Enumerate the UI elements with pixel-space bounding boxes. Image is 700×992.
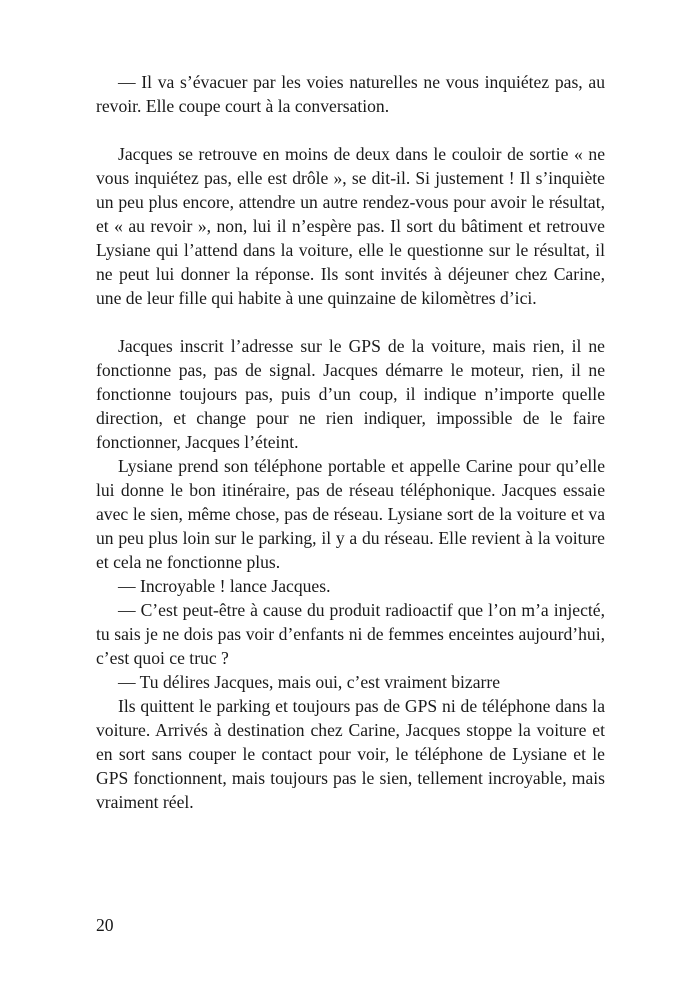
paragraph: Ils quittent le parking et toujours pas de GPS ni de téléphone dans la voiture. Arrivés à destination chez Carine, Jacques stoppe la voiture et en sort sans couper le contact pour voir, le téléphone de Lysiane et le GPS fonctionnent, mais toujours pas le sien, tellement incroyable, mais vraiment réel. (96, 696, 605, 812)
paragraph: Jacques se retrouve en moins de deux dans le couloir de sortie « ne vous inquiétez pas, elle est drôle », se dit-il. Si justement ! Il s’inquiète un peu plus encore, attendre un autre rendez-vous pour avoir le résultat, et « au revoir », non, lui il n’espère pas. Il sort du bâtiment et retrouve Lysiane qui l’attend dans la voiture, elle le questionne sur le résultat, il ne peut lui donner la réponse. Ils sont invités à déjeuner chez Carine, une de leur fille qui habite à une quinzaine de kilomètres d’ici. (96, 144, 605, 308)
page-number: 20 (96, 915, 114, 935)
paragraph: Lysiane prend son téléphone portable et appelle Carine pour qu’elle lui donne le bon itinéraire, pas de réseau téléphonique. Jacques essaie avec le sien, même chose, pas de réseau. Lysiane sort de la voiture et va un peu plus loin sur le parking, il y a du réseau. Elle revient à la voiture et cela ne fonctionne plus. (96, 456, 605, 572)
paragraph-block-3 (96, 334, 605, 814)
paragraph: — Il va s’évacuer par les voies naturelles ne vous inquiétez pas, au revoir. Elle coupe court à la conversation. (96, 72, 605, 116)
paragraph-block-2 (96, 142, 605, 310)
dialogue-line: — C’est peut-être à cause du produit radioactif que l’on m’a injecté, tu sais je ne dois pas voir d’enfants ni de femmes enceintes aujourd’hui, c’est quoi ce truc ? (96, 600, 605, 668)
paragraph: Jacques inscrit l’adresse sur le GPS de la voiture, mais rien, il ne fonctionne pas, pas de signal. Jacques démarre le moteur, rien, il ne fonctionne toujours pas, puis d’un coup, il indique n’importe quelle direction, et change pour ne rien indiquer, impossible de le faire fonctionner, Jacques l’éteint. (96, 336, 605, 452)
dialogue-line: — Tu délires Jacques, mais oui, c’est vraiment bizarre (118, 672, 501, 692)
dialogue-line: — Incroyable ! lance Jacques. (118, 576, 331, 596)
paragraph-block-1 (96, 70, 605, 118)
page-body (96, 70, 605, 814)
